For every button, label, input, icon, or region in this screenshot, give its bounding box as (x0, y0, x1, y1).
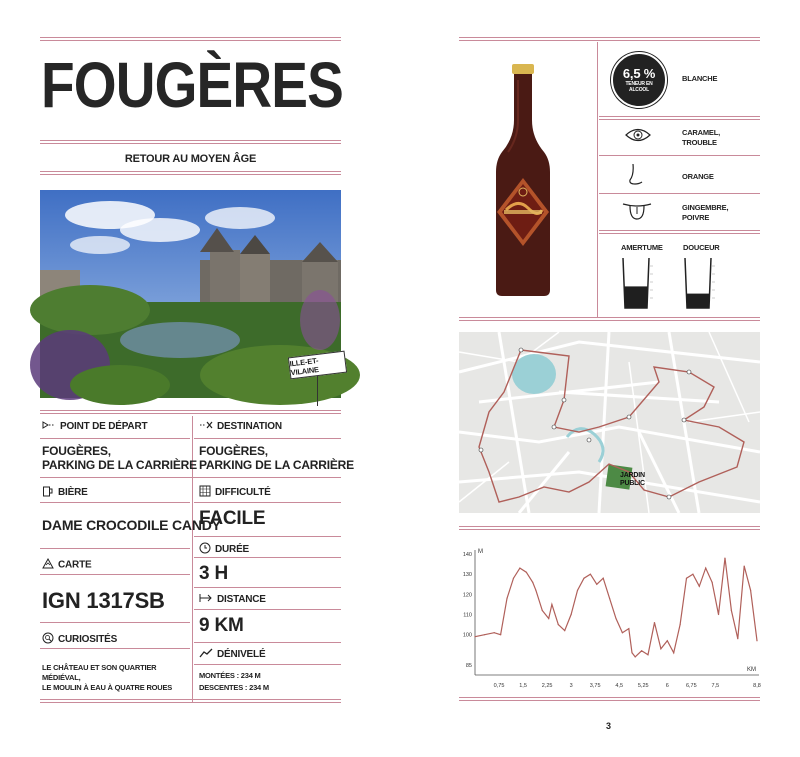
elevation-point (654, 622, 655, 623)
carte-value: IGN 1317SB (42, 588, 165, 613)
subtitle: RETOUR AU MOYEN ÂGE (124, 153, 257, 165)
duree-value: 3 H (199, 563, 228, 584)
abv-caption: TENEUR EN ALCOOL (625, 81, 653, 93)
elevation-point (484, 634, 485, 635)
distance-value: 9 KM (199, 615, 244, 636)
start-arrow-icon (42, 421, 56, 432)
elevation-point (686, 578, 687, 579)
y-tick-label: 100 (462, 632, 472, 639)
elevation-point (513, 578, 514, 579)
elevation-point (718, 614, 719, 615)
beer-bottle (488, 60, 558, 300)
elevation-icon (199, 648, 213, 661)
difficulte-label: DIFFICULTÉ (199, 485, 271, 500)
elevation-point (699, 586, 700, 587)
elevation-point (731, 610, 732, 611)
elevation-point (635, 656, 636, 657)
y-tick-label: 140 (462, 552, 472, 559)
curiosites-label: CURIOSITÉS (42, 632, 117, 647)
y-tick-label: 85 (465, 662, 472, 669)
difficulte-value: FACILE (199, 508, 266, 529)
elevation-point (692, 574, 693, 575)
abv-value: 6,5 % (622, 66, 656, 81)
elevation-point (590, 574, 591, 575)
magnifier-icon (42, 632, 54, 647)
elevation-point (500, 634, 501, 635)
elevation-point (526, 572, 527, 573)
destination-value: FOUGÈRES, PARKING DE LA CARRIÈRE (199, 444, 354, 472)
distance-label: DISTANCE (199, 593, 266, 606)
elevation-point (628, 628, 629, 629)
elevation-point (737, 638, 738, 639)
beer-bottle-illustration (488, 60, 558, 300)
denivele-values: MONTÉES : 234 M DESCENTES : 234 M (199, 671, 269, 692)
elevation-point (583, 578, 584, 579)
elevation-point (532, 582, 533, 583)
elevation-point (756, 640, 757, 641)
beer-color: BLANCHE (682, 74, 718, 83)
elevation-point (660, 648, 661, 649)
x-tick-label: 2,25 (541, 683, 553, 689)
amertume-glass (621, 256, 655, 310)
x-tick-label: 5,25 (637, 683, 649, 689)
elevation-point (542, 610, 543, 611)
douceur-glass (683, 256, 717, 310)
beer-mug-icon (42, 485, 54, 500)
elevation-point (564, 630, 565, 631)
beer-look: CARAMEL, TROUBLE (682, 128, 720, 147)
elevation-point (750, 590, 751, 591)
biere-value: DAME CROCODILE CANDY (42, 517, 221, 533)
map-triangle-icon (42, 558, 54, 572)
elevation-point (474, 636, 475, 637)
destination-label: DESTINATION (199, 421, 282, 432)
beer-taste: GINGEMBRE, POIVRE (682, 203, 729, 222)
eye-icon (624, 126, 652, 149)
elevation-point (673, 652, 674, 653)
route-map (459, 332, 760, 513)
x-tick-label: 7,5 (711, 683, 720, 689)
elevation-point (558, 624, 559, 625)
elevation-point (622, 632, 623, 633)
page-number: 3 (606, 721, 611, 731)
elevation-point (577, 590, 578, 591)
nose-icon (627, 163, 647, 192)
x-tick-label: 8,8 (753, 683, 761, 689)
elevation-point (724, 557, 725, 558)
x-tick-label: 6,75 (685, 683, 697, 689)
denivele-label: DÉNIVELÉ (199, 648, 265, 661)
difficulty-grid-icon (199, 485, 211, 500)
elevation-point (494, 632, 495, 633)
elevation-profile-line (475, 558, 757, 657)
elevation-point (571, 614, 572, 615)
amertume-fill (625, 286, 648, 308)
elevation-point (631, 652, 632, 653)
depart-label: POINT DE DÉPART (42, 421, 147, 432)
elevation-point (615, 618, 616, 619)
elevation-point (667, 640, 668, 641)
top-rule (40, 37, 341, 41)
destination-x-icon (199, 421, 213, 432)
region-tag: ILLE-ET-VILAINE (288, 351, 347, 380)
elevation-chart-svg (459, 540, 760, 692)
elevation-point (603, 578, 604, 579)
elevation-point (596, 584, 597, 585)
elevation-point (535, 590, 536, 591)
curiosites-text: LE CHÂTEAU ET SON QUARTIER MÉDIÉVAL, LE MOULIN À EAU À QUATRE ROUES (42, 663, 173, 692)
elevation-point (548, 618, 549, 619)
douceur-fill (687, 294, 710, 308)
distance-arrow-icon (199, 593, 213, 606)
x-tick-label: 6 (665, 683, 669, 689)
x-tick-label: 4,5 (615, 683, 624, 689)
park-label: JARDIN PUBLIC (620, 472, 645, 487)
abv-badge (611, 52, 667, 108)
elevation-point (705, 568, 706, 569)
duree-label: DURÉE (199, 542, 249, 557)
x-tick-label: 0,75 (493, 683, 505, 689)
tongue-icon (621, 200, 653, 227)
x-axis-unit: KM (747, 667, 756, 673)
douceur-label: DOUCEUR (683, 243, 720, 252)
elevation-chart (459, 540, 760, 692)
depart-value: FOUGÈRES, PARKING DE LA CARRIÈRE (42, 444, 197, 472)
x-tick-label: 1,5 (519, 683, 527, 689)
elevation-point (506, 598, 507, 599)
y-tick-label: 130 (462, 572, 472, 579)
elevation-point (519, 568, 520, 569)
x-tick-label: 3 (569, 683, 573, 689)
elevation-point (609, 598, 610, 599)
elevation-point (647, 654, 648, 655)
amertume-label: AMERTUME (621, 243, 663, 252)
route-map-illustration (459, 332, 760, 513)
carte-label: CARTE (42, 558, 91, 572)
elevation-point (551, 604, 552, 605)
beer-smell: ORANGE (682, 172, 714, 181)
elevation-point (744, 566, 745, 567)
page-title: FOUGÈRES (41, 49, 343, 121)
clock-icon (199, 542, 211, 557)
elevation-point (641, 650, 642, 651)
biere-label: BIÈRE (42, 485, 88, 500)
elevation-point (712, 582, 713, 583)
x-tick-label: 3,75 (589, 683, 601, 689)
y-tick-label: 110 (463, 612, 472, 619)
y-tick-label: 120 (462, 592, 472, 599)
y-axis-unit: M (478, 549, 483, 555)
elevation-point (679, 624, 680, 625)
